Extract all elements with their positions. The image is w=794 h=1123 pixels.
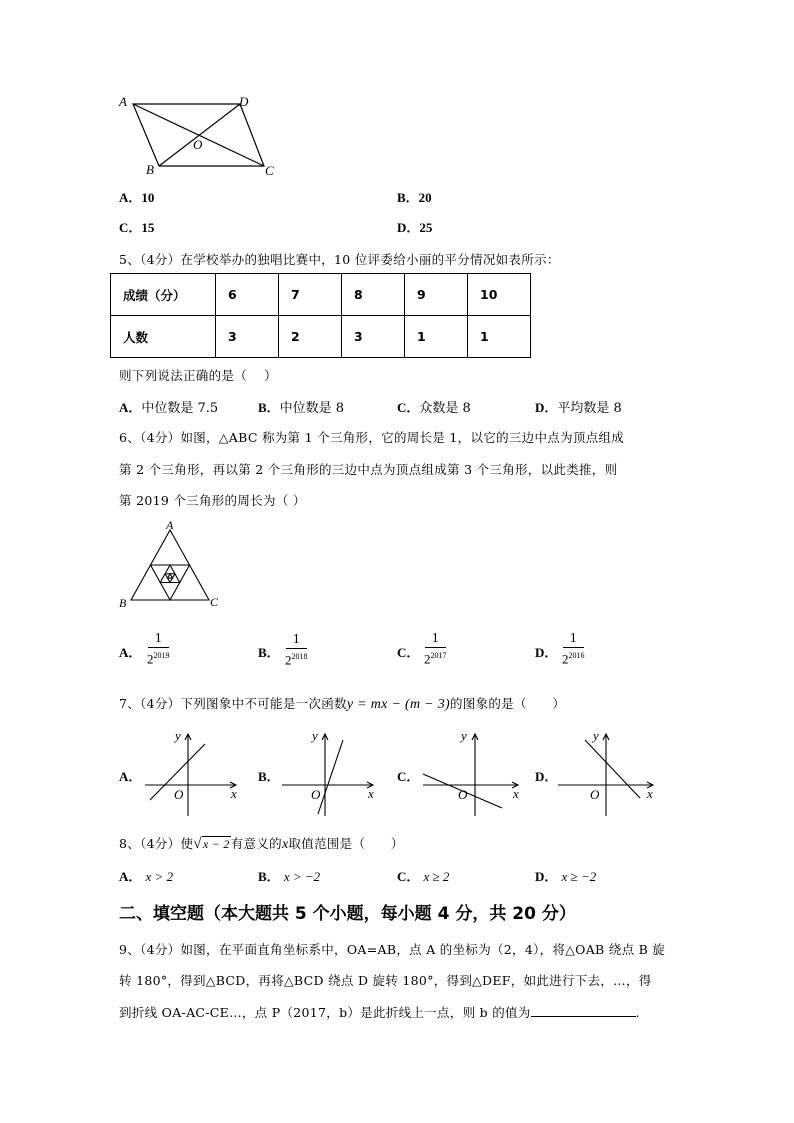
option-value: 平均数是 8 [557,401,622,416]
fraction-c [424,631,447,667]
q7-option-a[interactable] [119,766,141,785]
sqrt-symbol: √ [193,836,202,852]
diagonal-bd [159,104,240,166]
option-value: x > 2 [145,869,174,884]
table-cell: 成绩（分） [111,274,216,316]
function-line [318,740,343,814]
score-table [110,273,531,358]
y-label: y [593,728,599,743]
option-letter: D． [535,869,558,884]
fraction-a [147,631,170,667]
origin-label: O [174,787,184,802]
exponent: 2018 [291,652,308,661]
table-cell: 8 [342,274,405,316]
q6-stem-line2: 第 2 个三角形，再以第 2 个三角形的三边中点为顶点组成第 3 个三角形，以此类推，则 [119,462,618,477]
diagonal-ac [133,104,264,166]
y-label: y [312,728,318,743]
x-label: x [368,786,374,801]
option-letter: C． [397,869,420,884]
option-letter: A． [119,769,142,784]
q8-option-a[interactable] [119,866,173,885]
denominator [285,649,308,668]
q8-stem [119,834,404,853]
option-value: x ≥ −2 [561,869,597,884]
base: 2 [424,651,431,667]
q7-stem-pre: 7、（4分）下列图象中不可能是一次函数 [119,696,347,711]
table-cell: 9 [405,274,468,316]
table-cell: 3 [342,316,405,358]
option-letter: B． [258,645,280,660]
q8-option-c[interactable] [397,866,449,885]
q4-option-a[interactable] [119,187,154,206]
option-letter: D． [535,400,558,415]
q7-stem-post: 的图象的是（ ） [449,696,566,711]
section-title: 二、填空题（本大题共 5 个小题，每小题 4 分，共 20 分） [119,904,576,924]
option-value: 25 [419,220,433,235]
option-letter: D． [397,220,420,235]
table-row [111,316,531,358]
table-cell: 3 [216,316,279,358]
label-b: B [146,162,154,177]
q7-stem [119,694,565,713]
q8-option-b[interactable] [258,866,320,885]
q8-stem-pre: 8、（4分）使 [119,836,194,851]
exponent: 2016 [568,651,585,660]
option-value: 15 [141,220,155,235]
label-a: A [166,518,174,532]
option-letter: D． [535,769,558,784]
q4-option-c[interactable] [119,217,154,236]
table-cell: 10 [468,274,531,316]
x-label: x [513,786,519,801]
option-letter: B． [258,769,280,784]
answer-blank[interactable] [531,1004,636,1017]
option-value: 众数是 8 [419,401,471,416]
triangle-5 [168,574,173,578]
parallelogram-figure [115,92,285,180]
base: 2 [285,652,292,668]
nested-triangles-figure [115,518,225,613]
numerator: 1 [569,631,577,646]
graph-a [140,728,245,818]
option-value: x > −2 [283,869,321,884]
label-d: D [239,94,249,109]
graph-c [418,728,528,818]
numerator: 1 [154,631,162,646]
option-letter: A． [119,645,142,660]
q8-stem-mid: 有意义的 [230,836,282,851]
option-letter: C． [397,645,420,660]
numerator: 1 [431,631,439,646]
origin-label: O [458,787,468,802]
y-label: y [175,728,181,743]
q5-followup: 则下列说法正确的是（ ） [119,368,277,383]
denominator [147,648,170,667]
label-b: B [119,596,127,610]
origin-label: O [311,787,321,802]
q9-stem-line2: 转 180°，得到△BCD，再将△BCD 绕点 D 旋转 180°，得到△DEF，如此进行下去，…，得 [119,973,652,988]
option-letter: A． [119,400,142,415]
table-cell: 1 [468,316,531,358]
label-c: C [210,595,219,609]
option-value: 10 [141,190,155,205]
table-row [111,274,531,316]
q8-option-d[interactable] [535,866,596,885]
denominator [424,648,447,667]
x-label: x [647,786,653,801]
exponent: 2019 [153,651,170,660]
graph-d [555,728,665,818]
q5-stem: 5、（4分）在学校举办的独唱比赛中，10 位评委给小丽的平分情况如表所示： [119,252,560,267]
q9-line3-text: 到折线 OA-AC-CE…，点 P（2017，b）是此折线上一点，则 b 的值为 [119,1005,531,1020]
table-cell: 7 [279,274,342,316]
table-cell: 6 [216,274,279,316]
origin-label: O [590,787,600,802]
fraction-b [285,632,308,668]
q4-option-d[interactable] [397,217,432,236]
x-label: x [231,786,237,801]
option-letter: C． [119,220,142,235]
q6-option-a[interactable] [119,642,141,661]
base: 2 [147,651,154,667]
option-letter: C． [397,769,420,784]
option-value: 中位数是 7.5 [141,401,219,416]
radicand: x − 2 [202,837,230,851]
label-o: O [193,137,203,152]
option-letter: A． [119,869,142,884]
q5-option-d[interactable] [535,397,622,416]
label-a: A [119,94,127,109]
q8-stem-post: 取值范围是（ ） [288,836,404,851]
q6-stem-line3: 第 2019 个三角形的周长为（ ） [119,493,306,508]
q5-option-c[interactable] [397,397,471,416]
option-letter: D． [535,645,558,660]
q6-stem-line1: 6、（4分）如图，△ABC 称为第 1 个三角形，它的周长是 1，以它的三边中点为顶点组成 [119,430,625,445]
option-letter: B． [397,190,419,205]
denominator [562,648,585,667]
q5-option-a[interactable] [119,397,218,416]
q4-option-b[interactable] [397,187,432,206]
numerator: 1 [292,632,300,647]
variable-x: x [281,837,289,852]
option-letter: B． [258,400,280,415]
q6-option-d[interactable] [535,642,557,661]
option-letter: B． [258,869,280,884]
q7-option-c[interactable] [397,766,419,785]
table-cell: 1 [405,316,468,358]
option-letter: C． [397,400,420,415]
base: 2 [562,651,569,667]
option-value: 中位数是 8 [279,401,345,416]
sqrt-expression [193,837,230,851]
option-value: x ≥ 2 [423,869,450,884]
q9-stem-line1: 9、（4分）如图，在平面直角坐标系中，OA=AB，点 A 的坐标为（2，4），将△OAB 绕点 B 旋 [119,942,666,957]
q9-stem-line3 [119,1003,640,1021]
option-value: 20 [418,190,432,205]
linear-function-formula: y = mx − (m − 3) [346,697,450,712]
q6-option-c[interactable] [397,642,419,661]
fraction-d [562,631,585,667]
option-letter: A． [119,190,142,205]
table-cell: 2 [279,316,342,358]
label-c: C [265,163,274,178]
q5-option-b[interactable] [258,397,344,416]
table-cell: 人数 [111,316,216,358]
graph-b [277,728,382,818]
exponent: 2017 [430,651,447,660]
q6-option-b[interactable] [258,642,280,661]
q9-end: . [635,1005,640,1020]
y-label: y [461,728,467,743]
